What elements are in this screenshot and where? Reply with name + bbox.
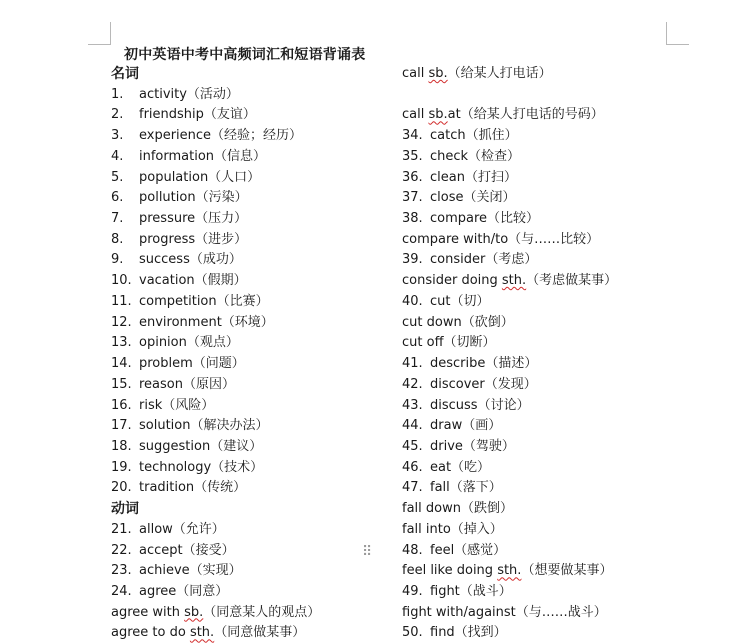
- item-number: 45.: [402, 438, 423, 454]
- vocab-item: [402, 623, 732, 644]
- item-text: pollution（污染）: [139, 190, 248, 206]
- vocab-item: [111, 271, 381, 292]
- item-number: 38.: [402, 211, 423, 227]
- phrase-line: agree to do sth.（同意做某事）: [111, 625, 306, 641]
- item-number: 9.: [111, 252, 124, 268]
- phrase-line: fall into（掉入）: [402, 521, 503, 537]
- item-text: vacation（假期）: [139, 273, 247, 289]
- vocab-item: [111, 85, 381, 106]
- section-heading: 名词: [111, 66, 139, 82]
- item-text: opinion（观点）: [139, 335, 239, 351]
- vocab-item: [111, 354, 381, 375]
- vocab-item: [111, 313, 381, 334]
- item-text: environment（环境）: [139, 314, 274, 330]
- item-text: consider（考虑）: [430, 252, 538, 268]
- vocab-item: [111, 582, 381, 603]
- item-text: fight（战斗）: [430, 583, 512, 599]
- item-text: solution（解决办法）: [139, 418, 269, 434]
- item-number: 17.: [111, 418, 132, 434]
- item-number: 3.: [111, 128, 124, 144]
- section-heading: 动词: [111, 501, 139, 518]
- phrase-line: consider doing sth.（考虑做某事）: [402, 273, 618, 289]
- item-text: cut（切）: [430, 293, 490, 309]
- vocab-item: [111, 126, 381, 147]
- vocab-item: [402, 478, 732, 499]
- vocab-item: [111, 147, 381, 168]
- item-number: 4.: [111, 148, 124, 164]
- item-number: 37.: [402, 190, 423, 206]
- document-title: 初中英语中考中高频词汇和短语背诵表: [124, 47, 366, 63]
- item-text: agree（同意）: [139, 583, 229, 599]
- item-text: accept（接受）: [139, 542, 235, 558]
- phrase-line: feel like doing sth.（想要做某事）: [402, 563, 613, 579]
- item-text: achieve（实现）: [139, 563, 242, 579]
- item-text: progress（进步）: [139, 231, 248, 247]
- item-number: 19.: [111, 459, 132, 475]
- phrase-line: compare with/to（与……比较）: [402, 231, 600, 247]
- item-number: 11.: [111, 293, 132, 309]
- item-number: 43.: [402, 397, 423, 413]
- item-text: reason（原因）: [139, 376, 235, 392]
- vocab-item: [111, 561, 381, 582]
- item-text: fall（落下）: [430, 480, 502, 496]
- item-number: 47.: [402, 480, 423, 496]
- right-column: [402, 64, 732, 644]
- spellcheck-mark: sth.: [497, 563, 522, 579]
- item-number: 48.: [402, 542, 423, 558]
- item-text: allow（允许）: [139, 521, 225, 537]
- item-number: 1.: [111, 86, 124, 102]
- phrase-line: fall down（跌倒）: [402, 501, 513, 517]
- vocab-item: [111, 437, 381, 458]
- vocab-item: [111, 396, 381, 417]
- item-number: 16.: [111, 397, 132, 413]
- item-number: 5.: [111, 169, 124, 185]
- vocab-item: [402, 375, 732, 396]
- vocab-item: [111, 541, 381, 562]
- crop-mark-top-left: [88, 22, 111, 45]
- vocab-item: [111, 209, 381, 230]
- item-text: catch（抓住）: [430, 128, 518, 144]
- vocab-item: [111, 188, 381, 209]
- item-text: describe（描述）: [430, 356, 538, 372]
- vocab-item: [402, 458, 732, 479]
- item-number: 10.: [111, 273, 132, 289]
- vocab-item: [111, 105, 381, 126]
- item-text: population（人口）: [139, 169, 261, 185]
- vocab-item: [111, 230, 381, 251]
- vocab-item: [402, 147, 732, 168]
- item-number: 13.: [111, 335, 132, 351]
- spellcheck-mark: sb.: [428, 66, 448, 81]
- item-number: 44.: [402, 418, 423, 434]
- item-text: find（找到）: [430, 625, 507, 641]
- item-number: 12.: [111, 314, 132, 330]
- vocab-item: [402, 416, 732, 437]
- vocab-item: [111, 520, 381, 541]
- item-text: friendship（友谊）: [139, 107, 256, 123]
- item-number: 39.: [402, 252, 423, 268]
- item-text: clean（打扫）: [430, 169, 517, 185]
- item-text: eat（吃）: [430, 459, 491, 475]
- item-text: pressure（压力）: [139, 211, 248, 227]
- spellcheck-mark: sth.: [189, 625, 215, 641]
- phrase-line: call sb.（给某人打电话）: [402, 66, 552, 81]
- item-number: 21.: [111, 521, 132, 537]
- item-number: 41.: [402, 356, 423, 372]
- spellcheck-mark: sb.: [184, 604, 204, 620]
- item-text: check（检查）: [430, 148, 521, 164]
- spellcheck-mark: sth.: [501, 273, 527, 289]
- item-text: drive（驾驶）: [430, 438, 515, 454]
- vocab-item: [111, 250, 381, 271]
- vocab-item: [111, 375, 381, 396]
- vocab-item: [402, 168, 732, 189]
- vocab-item: [402, 188, 732, 209]
- item-number: 14.: [111, 356, 132, 372]
- item-number: 42.: [402, 376, 423, 392]
- item-number: 7.: [111, 211, 124, 227]
- phrase-line: cut off（切断）: [402, 335, 496, 351]
- item-text: tradition（传统）: [139, 480, 247, 496]
- item-text: discuss（讨论）: [430, 397, 530, 413]
- vocab-item: [402, 126, 732, 147]
- phrase-line: agree with sb.（同意某人的观点）: [111, 604, 321, 620]
- vocab-item: [111, 458, 381, 479]
- vocab-item: [402, 250, 732, 271]
- item-text: experience（经验；经历）: [139, 128, 303, 144]
- item-number: 18.: [111, 438, 132, 454]
- vocab-item: [111, 416, 381, 437]
- item-number: 49.: [402, 583, 423, 599]
- item-number: 2.: [111, 107, 124, 123]
- vocab-item: [111, 333, 381, 354]
- item-number: 22.: [111, 542, 132, 558]
- phrase-line: fight with/against（与……战斗）: [402, 604, 607, 620]
- item-text: risk（风险）: [139, 397, 215, 413]
- drag-handle-icon[interactable]: ⠿: [362, 544, 373, 560]
- item-text: competition（比赛）: [139, 293, 269, 309]
- vocab-item: [402, 541, 732, 562]
- blank-line: [402, 85, 732, 106]
- vocab-item: [402, 396, 732, 417]
- item-text: suggestion（建议）: [139, 438, 263, 454]
- item-text: feel（感觉）: [430, 542, 507, 558]
- item-text: discover（发现）: [430, 376, 537, 392]
- vocab-item: [402, 209, 732, 230]
- item-text: activity（活动）: [139, 86, 239, 102]
- item-number: 46.: [402, 459, 423, 475]
- item-number: 34.: [402, 128, 423, 144]
- item-text: information（信息）: [139, 148, 267, 164]
- item-number: 50.: [402, 625, 423, 641]
- item-number: 36.: [402, 169, 423, 185]
- phrase-line: cut down（砍倒）: [402, 314, 514, 330]
- item-number: 6.: [111, 190, 124, 206]
- crop-mark-top-right: [666, 22, 689, 45]
- item-text: draw（画）: [430, 418, 502, 434]
- vocab-item: [402, 582, 732, 603]
- item-number: 20.: [111, 480, 132, 496]
- left-column: [111, 64, 381, 644]
- item-number: 40.: [402, 293, 423, 309]
- item-number: 24.: [111, 583, 132, 599]
- item-number: 35.: [402, 148, 423, 164]
- vocab-item: [402, 437, 732, 458]
- item-text: problem（问题）: [139, 356, 245, 372]
- vocab-item: [402, 354, 732, 375]
- item-text: close（关闭）: [430, 190, 516, 206]
- item-text: success（成功）: [139, 252, 242, 268]
- vocab-item: [111, 478, 381, 499]
- item-text: compare（比较）: [430, 211, 540, 227]
- vocab-item: [111, 292, 381, 313]
- vocab-item: [111, 168, 381, 189]
- phrase-line: call sb.at（给某人打电话的号码）: [402, 107, 604, 123]
- vocab-item: [402, 292, 732, 313]
- item-number: 15.: [111, 376, 132, 392]
- item-number: 23.: [111, 563, 132, 579]
- item-text: technology（技术）: [139, 459, 264, 475]
- item-number: 8.: [111, 231, 124, 247]
- spellcheck-mark: sb.: [428, 107, 448, 123]
